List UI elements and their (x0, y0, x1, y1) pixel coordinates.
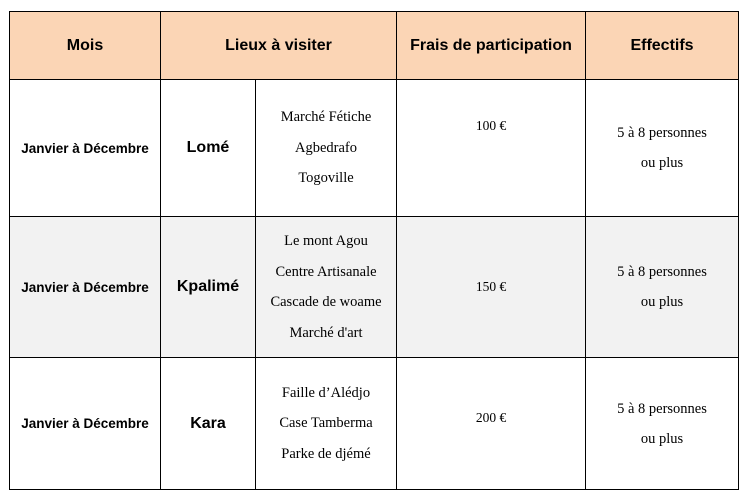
header-frais: Frais de participation (397, 12, 586, 80)
price-value: 200 € (475, 409, 507, 425)
price-value: 100 € (475, 118, 507, 133)
effectifs-line: ou plus (640, 430, 684, 447)
place-item: Parke de djémé (281, 445, 371, 462)
place-item: Le mont Agou (284, 233, 368, 249)
header-row (10, 12, 739, 80)
effectifs-line: 5 à 8 personnes (617, 125, 707, 141)
table-row (10, 80, 739, 217)
header-lieux: Lieux à visiter (161, 12, 397, 80)
price-cell (397, 358, 586, 490)
places-cell (256, 217, 397, 358)
place-item: Cascade de woame (270, 294, 382, 310)
effectifs-cell (586, 358, 739, 490)
place-item: Centre Artisanale (275, 263, 377, 280)
place-item: Marché d'art (289, 324, 363, 341)
mois-cell: Janvier à Décembre (10, 217, 161, 358)
places-cell (256, 358, 397, 490)
effectifs-line: 5 à 8 personnes (617, 264, 707, 280)
places-cell (256, 80, 397, 217)
header-mois: Mois (10, 12, 161, 80)
city-cell: Kpalimé (161, 217, 256, 358)
price-value: 150 € (475, 279, 507, 294)
effectifs-line: ou plus (640, 155, 684, 171)
mois-cell: Janvier à Décembre (10, 80, 161, 217)
price-cell (397, 217, 586, 358)
place-item: Marché Fétiche (280, 109, 372, 126)
effectifs-cell (586, 217, 739, 358)
place-item: Case Tamberma (279, 415, 373, 432)
mois-cell: Janvier à Décembre (10, 358, 161, 490)
place-item: Agbedrafo (294, 139, 357, 156)
effectifs-line: 5 à 8 personnes (617, 400, 707, 417)
place-item: Togoville (298, 170, 354, 187)
tours-table (9, 11, 739, 490)
effectifs-line: ou plus (640, 294, 684, 310)
city-cell: Lomé (161, 80, 256, 217)
header-effectifs: Effectifs (586, 12, 739, 80)
city-cell: Kara (161, 358, 256, 490)
place-item: Faille d’Alédjo (281, 384, 371, 401)
table-row (10, 217, 739, 358)
effectifs-cell (586, 80, 739, 217)
price-cell (397, 80, 586, 217)
table-row (10, 358, 739, 490)
